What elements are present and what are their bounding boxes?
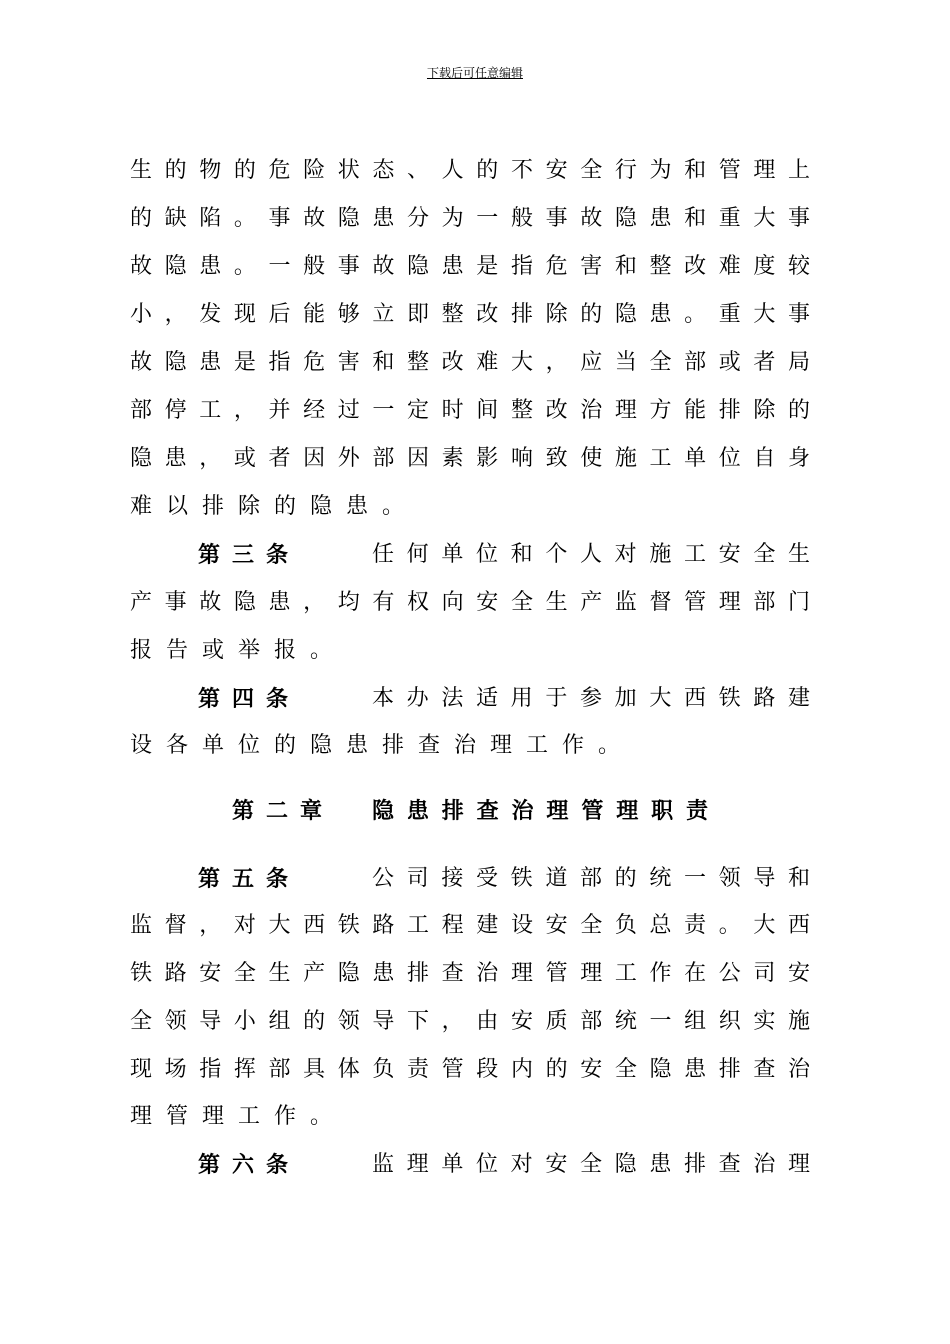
chapter-title: 隐患排查治理管理职责	[372, 798, 708, 824]
article-4-first-line: 本办法适用于参加大西铁路建	[372, 686, 810, 711]
article-5-line: 理管理工作。	[130, 1104, 347, 1129]
paragraph-line: 小，发现后能够立即整改排除的隐患。重大事	[130, 302, 810, 327]
paragraph-line: 的缺陷。事故隐患分为一般事故隐患和重大事	[130, 206, 810, 231]
header-text: 下载后可任意编辑	[426, 66, 523, 80]
paragraph-line: 故隐患。一般事故隐患是指危害和整改难度较	[130, 254, 810, 279]
article-3-label: 第三条	[198, 542, 301, 568]
article-6-label: 第六条	[198, 1152, 301, 1178]
paragraph-line: 难以排除的隐患。	[130, 494, 419, 519]
article-3-line: 报告或举报。	[130, 638, 347, 663]
article-4-line: 设各单位的隐患排查治理工作。	[130, 733, 635, 758]
article-3-first-line: 任何单位和个人对施工安全生	[372, 542, 810, 567]
article-5-line: 监督，对大西铁路工程建设安全负总责。大西	[130, 913, 810, 938]
paragraph-line: 隐患，或者因外部因素影响致使施工单位自身	[130, 446, 810, 471]
article-5-line: 铁路安全生产隐患排查治理管理工作在公司安	[130, 961, 810, 986]
article-4-label: 第四条	[198, 686, 301, 712]
chapter-heading	[0, 795, 950, 827]
article-5-first-line: 公司接受铁道部的统一领导和	[372, 866, 810, 891]
chapter-number: 第二章	[232, 798, 335, 824]
paragraph-line: 部停工，并经过一定时间整改治理方能排除的	[130, 398, 810, 423]
article-5-line: 现场指挥部具体负责管段内的安全隐患排查治	[130, 1057, 810, 1082]
paragraph-line: 生的物的危险状态、人的不安全行为和管理上	[130, 158, 810, 183]
paragraph-line: 故隐患是指危害和整改难大，应当全部或者局	[130, 350, 810, 375]
article-5-line: 全领导小组的领导下，由安质部统一组织实施	[130, 1009, 810, 1034]
article-3-line: 产事故隐患，均有权向安全生产监督管理部门	[130, 590, 810, 615]
article-6-first-line: 监理单位对安全隐患排查治理	[372, 1152, 810, 1177]
article-5-label: 第五条	[198, 866, 301, 892]
